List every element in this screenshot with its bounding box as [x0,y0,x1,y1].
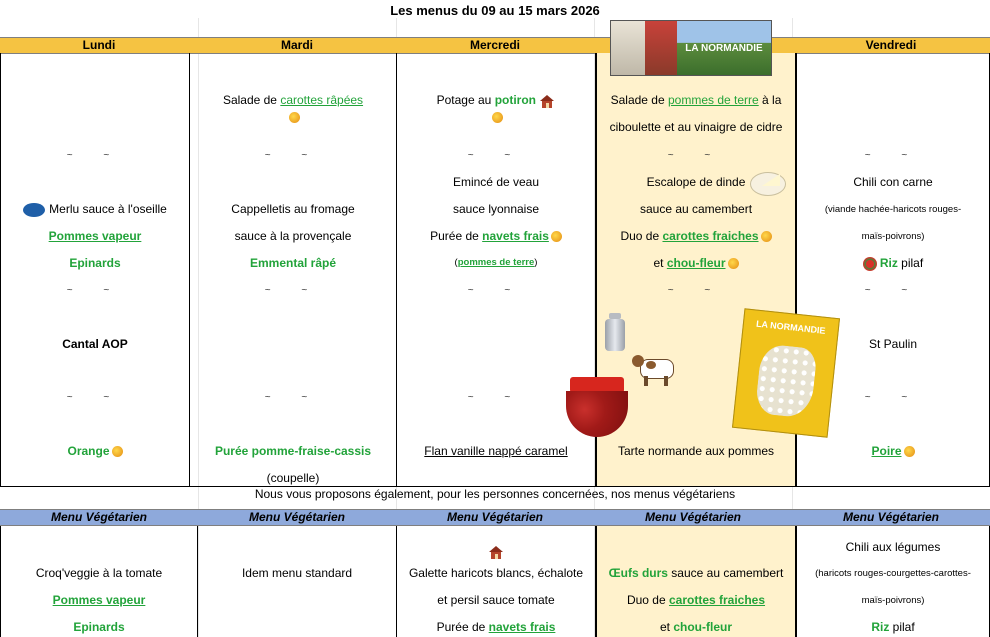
separator: ~ ~ [667,150,725,161]
separator: ~ ~ [667,285,725,296]
week-header [0,37,990,54]
veg-column-mardi [197,526,397,637]
veg-lundi-side-1: Pommes vapeur [52,593,146,607]
separator: ~ ~ [467,392,525,403]
normandie-poster-image [732,308,840,437]
mardi-side: Emmental râpé [249,256,337,270]
veg-header-lundi: Menu Végétarien [50,510,148,524]
farm-house-icon [539,94,555,108]
apple-label-icon [551,231,562,242]
apple-label-icon [112,446,123,457]
jeudi-side-2: et chou-fleur [596,256,796,270]
separator: ~ ~ [467,285,525,296]
apple-label-icon [761,231,772,242]
apple-label-icon [728,258,739,269]
mercredi-main-1: Emincé de veau [452,175,540,189]
vendredi-main: Chili con carne [853,175,933,189]
camembert-image [750,168,784,198]
veg-mercredi-side: Purée de navets frais [436,620,556,634]
veg-jeudi-side: Duo de carottes fraiches [626,593,766,607]
jeudi-starter-2: ciboulette et au vinaigre de cidre [609,120,783,134]
mercredi-main-2: sauce lyonnaise [452,202,540,216]
apples-basket-image [566,377,628,437]
veg-mardi-main: Idem menu standard [241,566,353,580]
separator: ~ ~ [864,150,922,161]
jeudi-main-1: Escalope de dinde [646,175,746,189]
apple-label-icon [492,112,503,123]
mardi-starter: Salade de carottes râpées [222,93,364,107]
vendredi-main-3: maïs-poivrons) [861,231,925,242]
jeudi-side: Duo de carottes fraiches [596,229,796,243]
separator: ~ ~ [66,150,124,161]
lundi-cheese: Cantal AOP [62,337,128,351]
mardi-main-1: Cappelletis au fromage [231,202,355,216]
mercredi-side: Purée de navets frais [396,229,596,243]
vendredi-side: Riz pilaf [796,256,990,271]
veg-header-mercredi: Menu Végétarien [446,510,544,524]
label-rouge-icon [863,257,877,271]
mardi-starter-icon [189,110,397,124]
vegetarian-header [0,509,990,526]
veg-header-mardi: Menu Végétarien [248,510,346,524]
farm-house-icon [488,545,504,559]
header-mardi: Mardi [280,38,313,52]
veg-vendredi-side: Riz pilaf [871,620,915,634]
veg-mercredi-icon [396,544,596,559]
vendredi-dessert: Poire [796,444,990,458]
separator: ~ ~ [467,150,525,161]
vegetarian-note: Nous vous proposons également, pour les personnes concernées, nos menus végétariens [254,487,736,501]
jeudi-starter: Salade de pommes de terre à la [610,93,782,107]
mardi-dessert-2: (coupelle) [266,471,320,485]
lundi-dessert: Orange [0,444,190,458]
milk-can-image [602,313,628,351]
veg-jeudi-main: Œufs durs sauce au camembert [608,566,784,580]
veg-mercredi-main-1: Galette haricots blancs, échalote [408,566,584,580]
separator: ~ ~ [864,285,922,296]
veg-vendredi-main-3: maïs-poivrons) [861,595,925,606]
vendredi-cheese: St Paulin [868,337,918,351]
mercredi-starter-icon [396,110,596,124]
apple-label-icon [289,112,300,123]
lundi-main: Merlu sauce à l'oseille [0,202,190,217]
fish-label-icon [23,203,45,217]
header-lundi: Lundi [82,38,116,52]
separator: ~ ~ [264,392,322,403]
vendredi-main-2: (viande hachée-haricots rouges- [824,204,962,215]
jeudi-dessert: Tarte normande aux pommes [617,444,775,458]
banner-text: LA NORMANDIE [685,43,763,54]
veg-lundi-main: Croq'veggie à la tomate [35,566,163,580]
cow-image [632,351,678,387]
veg-vendredi-main: Chili aux légumes [845,540,941,554]
lundi-side-1: Pommes vapeur [48,229,142,243]
header-vendredi: Vendredi [865,38,917,52]
separator: ~ ~ [264,285,322,296]
separator: ~ ~ [66,392,124,403]
page-title: Les menus du 09 au 15 mars 2026 [390,3,600,18]
veg-header-jeudi: Menu Végétarien [644,510,742,524]
mercredi-starter: Potage au potiron [396,93,596,108]
veg-lundi-side-2: Epinards [73,620,125,634]
separator: ~ ~ [864,392,922,403]
separator: ~ ~ [264,150,322,161]
separator: ~ ~ [66,285,124,296]
poster-text: LA NORMANDIE [755,318,826,336]
mercredi-dessert: Flan vanille nappé caramel [424,444,568,458]
veg-mercredi-main-2: et persil sauce tomate [437,593,555,607]
lundi-side-2: Epinards [69,256,121,270]
normandie-banner-image [610,20,772,76]
veg-vendredi-main-2: (haricots rouges-courgettes-carottes- [815,568,971,579]
apple-label-icon [904,446,915,457]
veg-jeudi-side-2: et chou-fleur [659,620,732,634]
jeudi-main-2: sauce au camembert [639,202,753,216]
mardi-dessert: Purée pomme-fraise-cassis [214,444,372,458]
mardi-main-2: sauce à la provençale [234,229,352,243]
mercredi-side-2: (pommes de terre) [454,257,538,268]
veg-header-vendredi: Menu Végétarien [842,510,940,524]
header-mercredi: Mercredi [469,38,521,52]
